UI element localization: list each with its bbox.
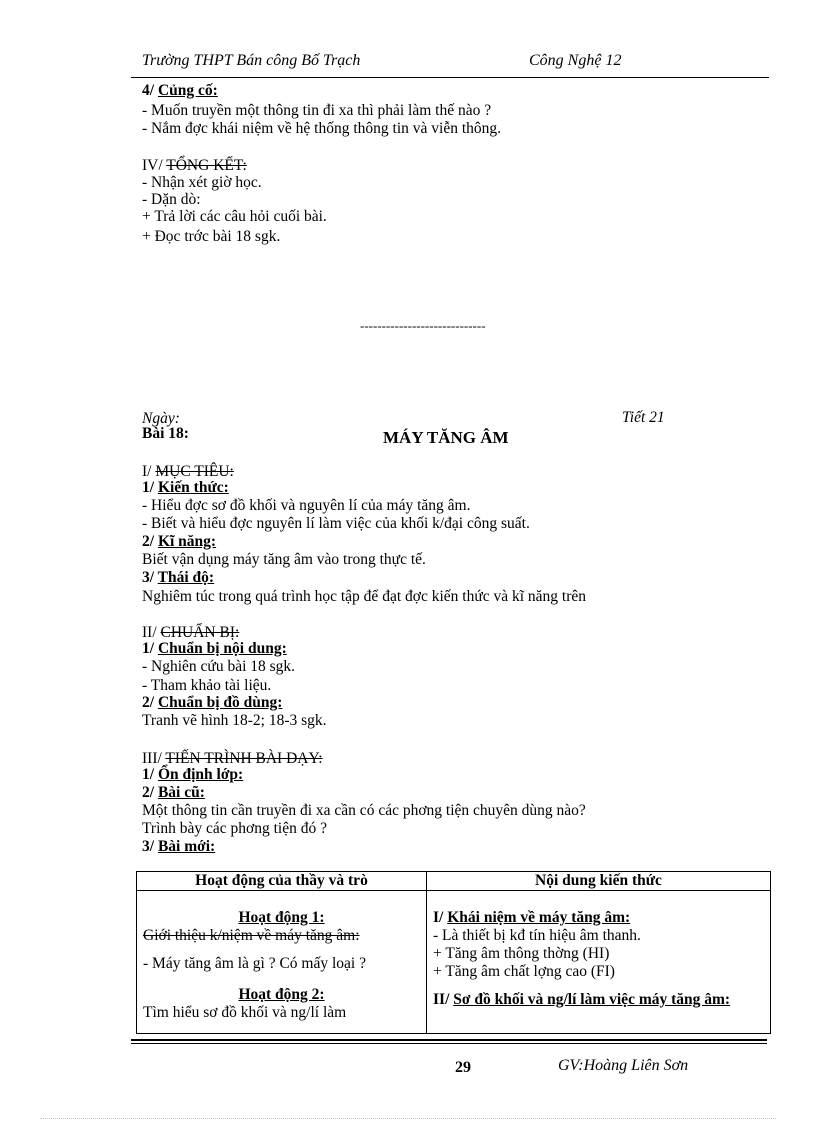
header-knowledge-content: Nội dung kiến thức: [427, 872, 771, 891]
knowledge-section-2-heading: [433, 991, 764, 1009]
attitude-line: Nghiêm túc trong quá trình học tập để đạt đợc kiến thức và kĩ năng trên: [142, 588, 587, 605]
summary-heading-text: TỔNG KẾT:: [166, 157, 247, 174]
tools-prep-heading: [142, 694, 282, 711]
knowledge-section-1-text: Khái niệm về máy tăng âm:: [447, 909, 631, 926]
skills-line: Biết vận dụng máy tăng âm vào trong thực tế.: [142, 551, 426, 568]
knowledge-section-1-line-1: - Là thiết bị kđ tín hiệu âm thanh.: [433, 927, 641, 944]
activity-2-label: Hoạt động 2:: [238, 986, 325, 1003]
header-teacher-student-activity: Hoạt động của thầy và trò: [137, 872, 427, 891]
header-rule: [131, 77, 769, 78]
summary-heading: [142, 157, 247, 174]
activity-2-desc: Tìm hiểu sơ đồ khối và ng/lí làm: [143, 1004, 347, 1021]
skills-heading-text: Kĩ năng:: [157, 533, 217, 550]
knowledge-section-1-heading: [433, 909, 764, 927]
stabilize-heading-num: 1/: [142, 766, 158, 783]
knowledge-heading: [142, 479, 229, 496]
new-lesson-heading-text: Bài mới:: [157, 838, 216, 855]
preparation-heading-num: II/: [142, 624, 161, 641]
consolidation-heading: [142, 82, 218, 99]
content-prep-line-1: - Nghiên cứu bài 18 sgk.: [142, 658, 296, 675]
skills-heading: [142, 533, 216, 550]
attitude-heading: [142, 569, 214, 586]
objectives-heading-text: MỤC TIÊU:: [155, 463, 234, 480]
summary-line-3: + Trả lời các câu hỏi cuối bài.: [142, 208, 327, 225]
knowledge-section-1-line-2: + Tăng âm thông thờng (HI): [433, 945, 610, 962]
preparation-heading: [142, 624, 239, 641]
old-lesson-heading-num: 2/: [142, 784, 158, 801]
consolidation-line-1: - Muốn truyền một thông tin đi xa thì phải làm thế nào ?: [142, 102, 492, 119]
consolidation-heading-num: 4/: [142, 82, 158, 99]
procedure-heading: [142, 750, 323, 767]
preparation-heading-text: CHUẨN BỊ:: [160, 624, 240, 641]
tools-prep-line: Tranh vẽ hình 18-2; 18-3 sgk.: [142, 712, 327, 729]
summary-heading-num: IV/: [142, 157, 167, 174]
period-label: Tiết 21: [622, 409, 665, 426]
old-lesson-heading-text: Bài cũ:: [157, 784, 205, 801]
activity-1-label: Hoạt động 1:: [238, 909, 325, 926]
page-number: 29: [455, 1059, 471, 1076]
footer-rule: [131, 1039, 767, 1041]
procedure-heading-num: III/: [142, 750, 166, 767]
activity-1-desc: Giới thiệu k/niệm về máy tăng âm:: [143, 927, 360, 944]
header-school: Trường THPT Bán công Bố Trạch: [142, 52, 361, 69]
knowledge-line-1: - Hiểu đợc sơ đồ khối và nguyên lí của máy tăng âm.: [142, 497, 471, 514]
lesson-number: Bài 18:: [142, 425, 189, 442]
table-row: [137, 891, 771, 1034]
tools-prep-heading-text: Chuẩn bị đồ dùng:: [157, 694, 283, 711]
lesson-activity-table: [136, 871, 771, 1034]
teacher-name: GV:Hoàng Liên Sơn: [558, 1057, 689, 1074]
attitude-heading-text: Thái độ:: [157, 569, 215, 586]
knowledge-heading-num: 1/: [142, 479, 158, 496]
knowledge-line-2: - Biết và hiểu đợc nguyên lí làm việc của khối k/đại công suất.: [142, 515, 530, 532]
summary-line-4: + Đọc trớc bài 18 sgk.: [142, 228, 281, 245]
objectives-heading: [142, 463, 234, 480]
old-lesson-heading: [142, 784, 205, 801]
knowledge-cell: [427, 891, 771, 1034]
objectives-heading-num: I/: [142, 463, 156, 480]
section-separator: -----------------------------: [360, 318, 486, 333]
activity-1-question: - Máy tăng âm là gì ? Có mấy loại ?: [143, 955, 366, 972]
knowledge-section-2-text: Sơ đồ khối và ng/lí làm việc máy tăng âm:: [453, 991, 731, 1008]
consolidation-line-2: - Nắm đợc khái niệm về hệ thống thông tin và viễn thông.: [142, 120, 502, 137]
stabilize-heading-text: Ổn định lớp:: [157, 766, 244, 783]
content-prep-heading: [142, 640, 287, 657]
stabilize-heading: [142, 766, 243, 783]
knowledge-heading-text: Kiến thức:: [157, 479, 229, 496]
knowledge-section-1-num: I/: [433, 909, 448, 926]
skills-heading-num: 2/: [142, 533, 158, 550]
summary-line-2: - Dặn dò:: [142, 191, 201, 208]
table-header-row: [137, 872, 771, 891]
footer-rule-thin: [131, 1043, 767, 1044]
header-subject: Công Nghệ 12: [529, 52, 622, 69]
lesson-title: MÁY TĂNG ÂM: [383, 428, 509, 447]
page-bottom-border: [40, 1118, 776, 1119]
summary-line-1: - Nhận xét giờ học.: [142, 174, 262, 191]
content-prep-heading-num: 1/: [142, 640, 158, 657]
content-prep-heading-text: Chuẩn bị nội dung:: [157, 640, 287, 657]
new-lesson-heading: [142, 838, 215, 855]
content-prep-line-2: - Tham khảo tài liệu.: [142, 677, 272, 694]
tools-prep-heading-num: 2/: [142, 694, 158, 711]
old-lesson-line-2: Trình bày các phơng tiện đó ?: [142, 820, 327, 837]
old-lesson-line-1: Một thông tin cần truyền đi xa cần có các phơng tiện chuyên dùng nào?: [142, 802, 586, 819]
date-label: Ngày:: [142, 410, 180, 427]
new-lesson-heading-num: 3/: [142, 838, 158, 855]
activity-cell: [137, 891, 427, 1034]
knowledge-section-2-num: II/: [433, 991, 454, 1008]
knowledge-section-1-line-3: + Tăng âm chất lợng cao (FI): [433, 963, 615, 980]
procedure-heading-text: TIẾN TRÌNH BÀI DẠY:: [165, 750, 323, 767]
attitude-heading-num: 3/: [142, 569, 158, 586]
consolidation-heading-text: Củng cố:: [157, 82, 218, 99]
